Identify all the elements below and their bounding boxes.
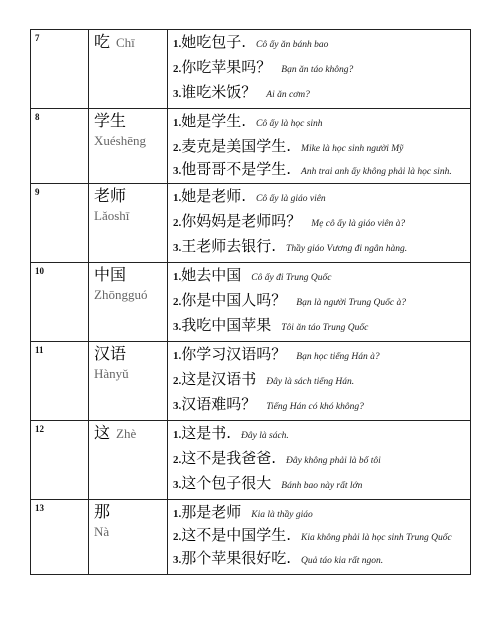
word-hanzi: 这 (94, 423, 111, 442)
examples-cell (168, 342, 471, 421)
example-number: 3. (173, 400, 182, 412)
word-cell (89, 184, 168, 263)
example-chinese: 那是老师 (181, 503, 242, 521)
word-hanzi: 汉语 (94, 344, 127, 363)
example-number: 3. (173, 165, 182, 177)
vocab-row (31, 263, 471, 342)
example-vietnamese: Thầy giáo Vương đi ngân hàng. (286, 244, 408, 254)
example-vietnamese: Cô ấy đi Trung Quốc (251, 273, 332, 283)
example-sentence (173, 110, 470, 135)
example-vietnamese: Cô ấy là giáo viên (256, 194, 326, 204)
example-sentence (173, 56, 470, 81)
vocabulary-table-body (31, 30, 471, 575)
example-sentence (173, 135, 470, 160)
word-cell (89, 263, 168, 342)
entry-number: 9 (31, 184, 89, 263)
example-number: 1. (173, 350, 182, 362)
vocab-row (31, 342, 471, 421)
word-hanzi: 吃 (94, 32, 111, 51)
word-pinyin: Xuéshēng (94, 133, 146, 148)
example-chinese: 她吃包子. (181, 33, 247, 51)
example-number: 3. (173, 479, 182, 491)
example-number: 2. (173, 217, 182, 229)
example-chinese: 她去中国 (181, 266, 242, 284)
example-chinese: 这是书. (181, 424, 232, 442)
word-pinyin: Zhōngguó (94, 287, 148, 302)
example-number: 2. (173, 296, 182, 308)
example-vietnamese: Đây là sách tiếng Hán. (266, 377, 355, 387)
word-cell (89, 109, 168, 184)
word-cell (89, 500, 168, 575)
example-sentence (173, 185, 470, 210)
example-chinese: 那个苹果很好吃. (181, 549, 292, 567)
word-pinyin: Hànyǔ (94, 366, 129, 381)
word-hanzi: 学生 (94, 111, 127, 130)
example-sentence (173, 447, 470, 472)
example-sentence (173, 31, 470, 56)
examples-cell (168, 263, 471, 342)
example-chinese: 麦克是美国学生. (181, 137, 292, 155)
example-sentence (173, 526, 470, 547)
example-number: 3. (173, 88, 182, 100)
example-number: 3. (173, 554, 182, 566)
vocab-row (31, 30, 471, 109)
example-chinese: 汉语难吗？ (181, 395, 257, 413)
example-sentence (173, 422, 470, 447)
example-sentence (173, 368, 470, 393)
word-hanzi: 老师 (94, 186, 127, 205)
example-sentence (173, 81, 470, 106)
example-chinese: 我吃中国苹果 (181, 316, 272, 334)
example-chinese: 你学习汉语吗？ (181, 345, 287, 363)
example-chinese: 这是汉语书 (181, 370, 257, 388)
example-vietnamese: Bạn học tiếng Hán à? (296, 352, 380, 362)
example-vietnamese: Tôi ăn táo Trung Quốc (281, 323, 369, 333)
example-number: 2. (173, 531, 182, 543)
examples-cell (168, 30, 471, 109)
example-vietnamese: Cô ấy là học sinh (256, 119, 323, 129)
example-number: 2. (173, 142, 182, 154)
example-vietnamese: Kia không phải là học sinh Trung Quốc (301, 533, 452, 543)
word-pinyin: Zhè (116, 426, 137, 441)
example-chinese: 她是老师. (181, 187, 247, 205)
word-pinyin: Chī (116, 35, 135, 50)
example-sentence (173, 264, 470, 289)
example-vietnamese: Kia là thầy giáo (251, 510, 313, 520)
example-vietnamese: Ai ăn cơm? (266, 90, 310, 100)
examples-cell (168, 421, 471, 500)
example-chinese: 你妈妈是老师吗？ (181, 212, 302, 230)
word-pinyin: Lǎoshī (94, 208, 130, 223)
word-cell (89, 421, 168, 500)
word-cell (89, 342, 168, 421)
example-sentence (173, 547, 470, 572)
entry-number: 8 (31, 109, 89, 184)
example-sentence (173, 160, 470, 181)
word-hanzi: 那 (94, 502, 111, 521)
entry-number: 11 (31, 342, 89, 421)
example-chinese: 你吃苹果吗？ (181, 58, 272, 76)
example-vietnamese: Quả táo kia rất ngon. (301, 556, 384, 566)
example-number: 3. (173, 321, 182, 333)
example-vietnamese: Bánh bao này rất lớn (281, 481, 363, 491)
example-chinese: 这不是我爸爸. (181, 449, 277, 467)
example-vietnamese: Mẹ cô ấy là giáo viên à? (311, 219, 406, 229)
examples-cell (168, 500, 471, 575)
example-number: 1. (173, 38, 182, 50)
example-number: 1. (173, 429, 182, 441)
word-pinyin: Nà (94, 524, 110, 539)
example-vietnamese: Đây là sách. (241, 431, 289, 441)
examples-cell (168, 109, 471, 184)
example-sentence (173, 472, 470, 497)
example-chinese: 你是中国人吗？ (181, 291, 287, 309)
example-sentence (173, 393, 470, 418)
entry-number: 13 (31, 500, 89, 575)
example-chinese: 他哥哥不是学生. (181, 160, 292, 178)
example-number: 1. (173, 508, 182, 520)
example-number: 1. (173, 117, 182, 129)
vocabulary-table (30, 29, 471, 575)
example-vietnamese: Tiếng Hán có khó không? (266, 402, 364, 412)
vocab-row (31, 109, 471, 184)
example-sentence (173, 343, 470, 368)
example-chinese: 她是学生. (181, 112, 247, 130)
example-vietnamese: Bạn là người Trung Quốc à? (296, 298, 407, 308)
example-vietnamese: Mike là học sinh người Mỹ (301, 144, 404, 154)
word-cell (89, 30, 168, 109)
example-sentence (173, 314, 470, 339)
example-sentence (173, 501, 470, 526)
example-vietnamese: Đây không phải là bố tôi (286, 456, 381, 466)
vocab-row (31, 500, 471, 575)
example-sentence (173, 235, 470, 260)
example-number: 2. (173, 63, 182, 75)
example-number: 1. (173, 271, 182, 283)
word-hanzi: 中国 (94, 265, 127, 284)
example-chinese: 王老师去银行. (181, 237, 277, 255)
example-sentence (173, 289, 470, 314)
example-number: 2. (173, 454, 182, 466)
vocab-row (31, 421, 471, 500)
entry-number: 10 (31, 263, 89, 342)
entry-number: 12 (31, 421, 89, 500)
example-vietnamese: Cô ấy ăn bánh bao (256, 40, 329, 50)
example-chinese: 这个包子很大 (181, 474, 272, 492)
example-number: 2. (173, 375, 182, 387)
example-number: 3. (173, 242, 182, 254)
example-chinese: 这不是中国学生. (181, 526, 292, 544)
example-vietnamese: Anh trai anh ấy không phải là học sinh. (301, 167, 452, 177)
entry-number: 7 (31, 30, 89, 109)
example-vietnamese: Bạn ăn táo không? (281, 65, 354, 75)
vocab-row (31, 184, 471, 263)
example-sentence (173, 210, 470, 235)
examples-cell (168, 184, 471, 263)
example-chinese: 谁吃米饭？ (181, 83, 257, 101)
example-number: 1. (173, 192, 182, 204)
